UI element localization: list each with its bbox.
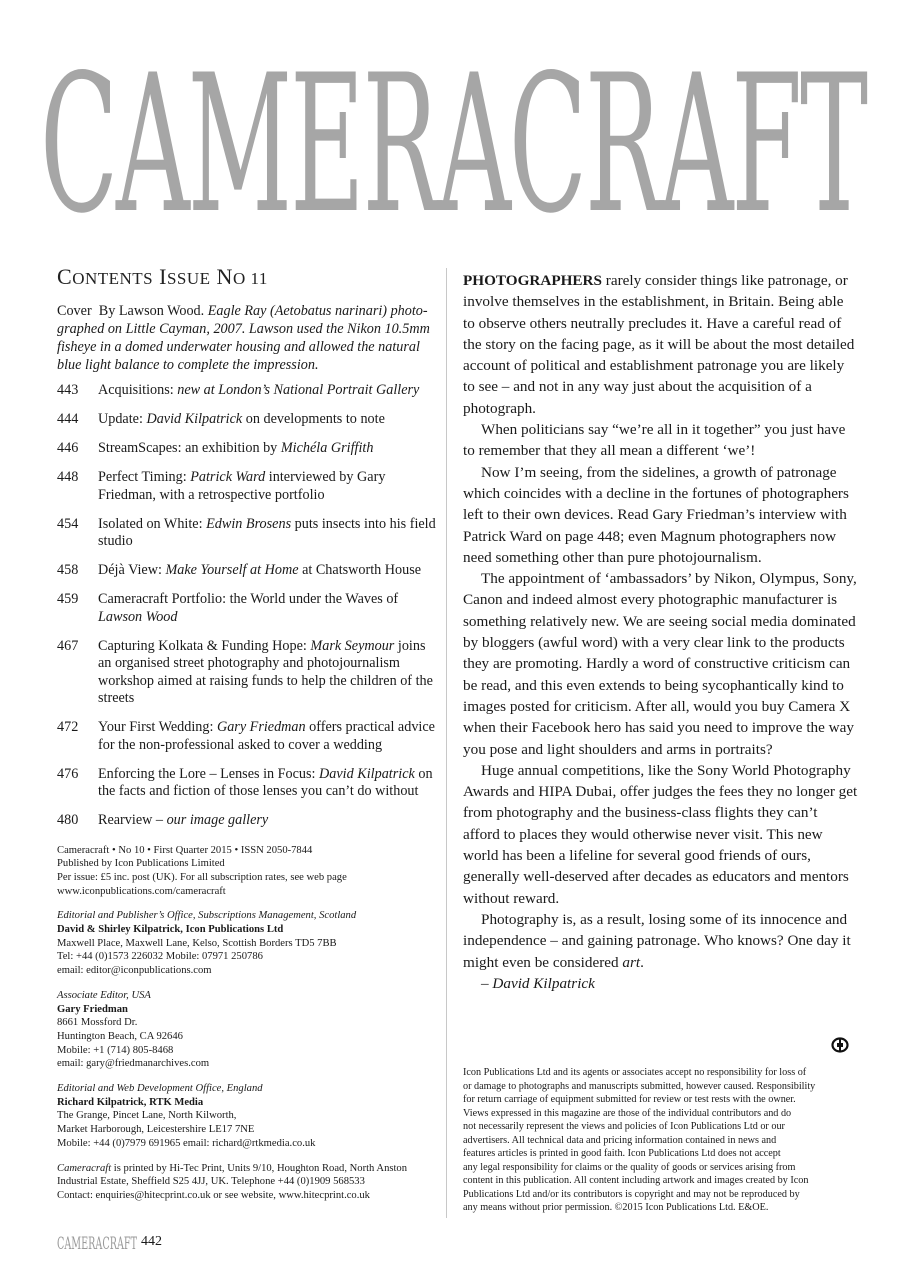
- essay-paragraph: Photography is, as a result, losing some of its innocence and independence – and gaining patronage. Who knows? One day it might even be considered art.: [463, 910, 851, 971]
- contents-entry[interactable]: [57, 812, 439, 830]
- entry-text: Your First Wedding: Gary Friedman offers practical advice for the non-professional asked to cover a wedding: [98, 719, 435, 753]
- entry-page: 467: [57, 637, 79, 654]
- svg-text:CAMERACRAFT: CAMERACRAFT: [40, 34, 868, 238]
- entry-text: Perfect Timing: Patrick Ward interviewed by Gary Friedman, with a retrospective portfolio: [98, 469, 386, 503]
- editorial-column: [463, 270, 858, 994]
- contents-entry[interactable]: [57, 638, 439, 708]
- essay-paragraph: Huge annual competitions, like the Sony World Photography Awards and HIPA Dubai, offer judges the fees they no longer get from photography and the business-class flights they can’t afford to places they would otherwise never visit. This new world has been a lifeline for several good friends of ours, generally well-deserved after decades as educators and mentors without reward.: [463, 761, 858, 907]
- entry-page: 448: [57, 469, 79, 485]
- associate-editor-block: Associate Editor, USA Gary Friedman 8661 Mossford Dr. Huntington Beach, CA 92646 Mobile: +1 (714) 805-8468 email: gary@friedmanarchives.com: [57, 989, 439, 1071]
- legal-disclaimer: Icon Publications Ltd and its agents or associates accept no responsibility for loss of or damage to photographs and manuscripts submitted, however caused. Responsibility for return carriage of equipment submitted for review or test rests with the owner. Views expressed in this magazine are those of the individual contributors and do not necessarily represent the views and policies of Icon Publications Ltd or our advertisers. All technical data and pricing information contained in news and features articles is printed in good faith. Icon Publications Ltd does not accept any legal responsibility for claims or the quality of goods or services arising from content in this publication. All content including artwork and images created by Icon Publications Ltd and/or its contributors is copyright and may not be reproduced by any means without prior permission. ©2015 Icon Publications Ltd. E&OE.: [463, 1067, 816, 1213]
- column-divider: [446, 268, 447, 1218]
- contents-column: [57, 262, 439, 1214]
- entry-page: 459: [57, 591, 79, 607]
- subscription-link[interactable]: www.iconpublications.com/cameracraft: [57, 885, 226, 897]
- entry-page: 443: [57, 382, 79, 398]
- associate-editor-email[interactable]: email: gary@friedmanarchives.com: [57, 1058, 210, 1070]
- printer-block: Cameracraft is printed by Hi-Tec Print, Units 9/10, Houghton Road, North Anston Industrial Estate, Sheffield S25 4JJ, UK. Telephone +44 (0)1909 568533 Contact: enquiries@hitecprint.co.uk or see website, www.hitecprint.co.uk: [57, 1162, 408, 1201]
- cameracraft-logo: [40, 28, 870, 238]
- contents-entry[interactable]: [57, 469, 439, 504]
- entry-text: Enforcing the Lore – Lenses in Focus: David Kilpatrick on the facts and fiction of those lenses you can’t do without: [98, 765, 433, 799]
- entry-text: Isolated on White: Edwin Brosens puts insects into his field studio: [98, 515, 436, 549]
- entry-text: Rearview – our image gallery: [98, 812, 269, 828]
- contents-entry[interactable]: [57, 516, 439, 551]
- contents-entry[interactable]: [57, 382, 439, 400]
- cover-description: Eagle Ray (Aetobatus narinari) photo-graphed on Little Cayman, 2007. Lawson used the Nikon 10.5mm fisheye in a domed underwater housing and allowed the natural blue light balance to complete the impression.: [57, 303, 430, 373]
- publication-block: Cameracraft • No 10 • First Quarter 2015 • ISSN 2050-7844 Published by Icon Publications Limited Per issue: £5 inc. post (UK). For all subscription rates, see web page www.iconpublications.com/cameracraft: [57, 844, 439, 899]
- entry-page: 446: [57, 440, 79, 456]
- essay-paragraph: The appointment of ‘ambassadors’ by Nikon, Olympus, Sony, Canon and indeed almost every photographic manufacturer is something relatively new. We are seeing social media dominated by bloggers (awful word) with a very clear link to the products they are promoting. Hardly a word of constructive criticism can be read, and this even extends to being sycophantically kind to images posted for criticism. After all, would you buy Camera X when their Facebook hero has said you need to improve the way you pose and light shoulders and arms in portraits?: [463, 570, 857, 758]
- essay-paragraph: When politicians say “we’re all in it together” you just have to remember that they all mean a different ‘we’!: [463, 421, 846, 460]
- contents-title: CONTENTS ISSUE NO 11: [57, 264, 268, 289]
- web-office-block: Editorial and Web Development Office, England Richard Kilpatrick, RTK Media The Grange, Pincet Lane, North Kilworth, Market Harborough, Leicestershire LE17 7NE Mobile: +44 (0)7979 691965 email: richard@rtkmedia.co.uk: [57, 1083, 316, 1149]
- entry-page: 454: [57, 515, 79, 532]
- editor-email[interactable]: email: editor@iconpublications.com: [57, 965, 212, 977]
- cover-label: Cover: [57, 303, 92, 319]
- contents-list: [57, 382, 439, 830]
- entry-text: Cameracraft Portfolio: the World under the Waves of Lawson Wood: [98, 591, 399, 625]
- cover-by: By Lawson Wood.: [98, 303, 205, 319]
- contents-entry[interactable]: [57, 719, 439, 754]
- page-number: 442: [141, 1234, 162, 1249]
- footer-logo: [57, 1233, 137, 1251]
- entry-page: 444: [57, 411, 79, 427]
- editorial-text: [463, 270, 858, 973]
- entry-page: 458: [57, 562, 79, 578]
- contents-entry[interactable]: [57, 562, 439, 580]
- entry-text: Déjà View: Make Yourself at Home at Chatsworth House: [98, 562, 422, 578]
- entry-page: 472: [57, 719, 79, 735]
- page-footer: [57, 1232, 162, 1252]
- entry-text: StreamScapes: an exhibition by Michéla Griffith: [98, 440, 374, 456]
- end-mark-icon: [831, 1037, 849, 1053]
- entry-text: Acquisitions: new at London’s National Portrait Gallery: [98, 382, 420, 398]
- editorial-office-block: Editorial and Publisher’s Office, Subscriptions Management, Scotland David & Shirley Kilpatrick, Icon Publications Ltd Maxwell Place, Maxwell Lane, Kelso, Scottish Borders TD5 7BB Tel: +44 (0)1573 226032 Mobile: 07971 250786 email: editor@iconpublications.com: [57, 909, 439, 978]
- entry-page: 480: [57, 812, 79, 828]
- contents-entry[interactable]: [57, 440, 439, 458]
- masthead-logo: [40, 28, 870, 238]
- publication-info: [57, 844, 439, 1203]
- essay-paragraph: Now I’m seeing, from the sidelines, a growth of patronage which coincides with a decline in the fortunes of photographers left to their own devices. Read Gary Friedman’s interview with Patrick Ward on page 448; even Magnum photographers now need something other than pure photojournalism.: [463, 463, 849, 566]
- contents-entry[interactable]: [57, 411, 439, 429]
- entry-text: Update: David Kilpatrick on developments to note: [98, 411, 385, 427]
- entry-text: Capturing Kolkata & Funding Hope: Mark Seymour joins an organised street photography and photojournalism workshop aimed at raising funds to help the children of the streets: [98, 637, 433, 706]
- essay-paragraph: PHOTOGRAPHERS rarely consider things like patronage, or involve themselves in the establishment, in Britain. Being able to observe others neutrally precludes it. Have a careful read of the story on the facing page, as it will be about the most detailed account of political and establishment patronage you are likely to see – and not in any way just about the acquisition of a photograph.: [463, 272, 855, 417]
- essay-signature: – David Kilpatrick: [481, 974, 595, 992]
- contents-entry[interactable]: [57, 766, 439, 801]
- contents-entry[interactable]: [57, 591, 439, 626]
- entry-page: 476: [57, 765, 79, 782]
- cover-credit: [57, 302, 439, 374]
- svg-text:CAMERACRAFT: CAMERACRAFT: [57, 1234, 137, 1251]
